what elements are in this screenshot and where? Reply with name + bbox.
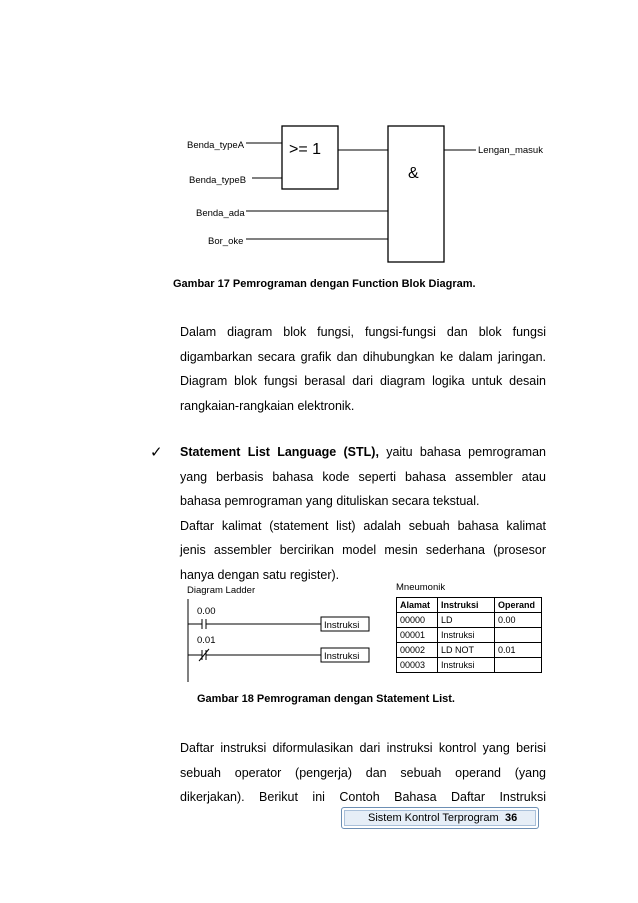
text-line: digambarkan secara grafik dan dihubungkan ke dalam jaringan. xyxy=(180,349,546,364)
fbd-output-label: Lengan_masuk xyxy=(478,145,543,156)
text-line: bahasa pemrograman yang dituliskan secara tekstual. xyxy=(180,494,480,508)
checkmark-icon: ✓ xyxy=(150,444,163,461)
figure-17-caption: Gambar 17 Pemrograman dengan Function Blok Diagram. xyxy=(173,278,476,290)
table-cell xyxy=(495,658,542,673)
table-cell: 0.01 xyxy=(495,643,542,658)
fbd-input-label: Benda_typeA xyxy=(187,140,245,151)
text-line: Daftar instruksi diformulasikan dari instruksi kontrol yang berisi xyxy=(180,741,546,755)
column-header: Alamat xyxy=(397,598,438,613)
contact-address: 0.00 xyxy=(197,606,216,617)
text-line: sebuah operator (pengerja) dan sebuah operand (yang xyxy=(180,765,546,780)
text-line: Diagram blok fungsi berasal dari diagram logika untuk desain xyxy=(180,374,546,388)
column-header: Operand xyxy=(495,598,542,613)
column-header: Instruksi xyxy=(438,598,495,613)
table-cell: LD xyxy=(438,613,495,628)
text-line: Daftar kalimat (statement list) adalah sebuah bahasa kalimat xyxy=(180,518,546,533)
coil-label: Instruksi xyxy=(324,651,360,662)
fbd-input-label: Benda_ada xyxy=(196,208,245,219)
table-cell: 00000 xyxy=(397,613,438,628)
mnemonic-title: Mneumonik xyxy=(396,582,446,593)
stl-first-line: yaitu bahasa pemrograman xyxy=(386,445,546,459)
figure-18-caption: Gambar 18 Pemrograman dengan Statement List. xyxy=(197,693,455,705)
or-block-label: >= 1 xyxy=(289,141,322,158)
table-cell: 00003 xyxy=(397,658,438,673)
fbd-input-label: Bor_oke xyxy=(208,236,244,247)
table-cell: 0.00 xyxy=(495,613,542,628)
text-line: hanya dengan satu register). xyxy=(180,567,340,582)
footer-title: Sistem Kontrol Terprogram xyxy=(368,812,499,824)
ladder-diagram xyxy=(185,582,385,687)
text-line: jenis assembler bercirikan model mesin sederhana (prosesor xyxy=(180,543,546,557)
fbd-input-label: Benda_typeB xyxy=(189,175,247,186)
text-line: dikerjakan). Berikut ini Contoh Bahasa Daftar Instruksi xyxy=(180,790,546,804)
coil-label: Instruksi xyxy=(324,620,360,631)
mnemonic-table xyxy=(396,597,542,673)
table-cell xyxy=(495,628,542,643)
paragraph-fbd xyxy=(180,320,546,418)
and-block xyxy=(388,126,444,262)
ladder-title: Diagram Ladder xyxy=(187,585,256,596)
table-cell: Instruksi xyxy=(438,658,495,673)
mnemonic-block xyxy=(396,582,542,673)
page-footer xyxy=(341,807,539,829)
text-line: Dalam diagram blok fungsi, fungsi-fungsi dan blok fungsi xyxy=(180,325,546,339)
stl-title: Statement List Language (STL), xyxy=(180,445,379,459)
table-row xyxy=(397,643,542,658)
and-block-label: & xyxy=(408,165,419,182)
table-header-row xyxy=(397,598,542,613)
table-row xyxy=(397,628,542,643)
contact-address: 0.01 xyxy=(197,635,216,646)
page-number: 36 xyxy=(505,812,518,824)
text-line: yang berbasis bahasa kode seperti bahasa assembler atau xyxy=(180,469,546,484)
text-line xyxy=(180,440,546,465)
paragraph-stl xyxy=(180,440,546,587)
text-line: rangkaian-rangkaian elektronik. xyxy=(180,398,355,413)
function-block-diagram xyxy=(180,120,550,270)
paragraph-instruction-list xyxy=(180,736,546,810)
table-cell: LD NOT xyxy=(438,643,495,658)
table-cell: Instruksi xyxy=(438,628,495,643)
table-row xyxy=(397,613,542,628)
table-cell: 00001 xyxy=(397,628,438,643)
table-row xyxy=(397,658,542,673)
table-cell: 00002 xyxy=(397,643,438,658)
